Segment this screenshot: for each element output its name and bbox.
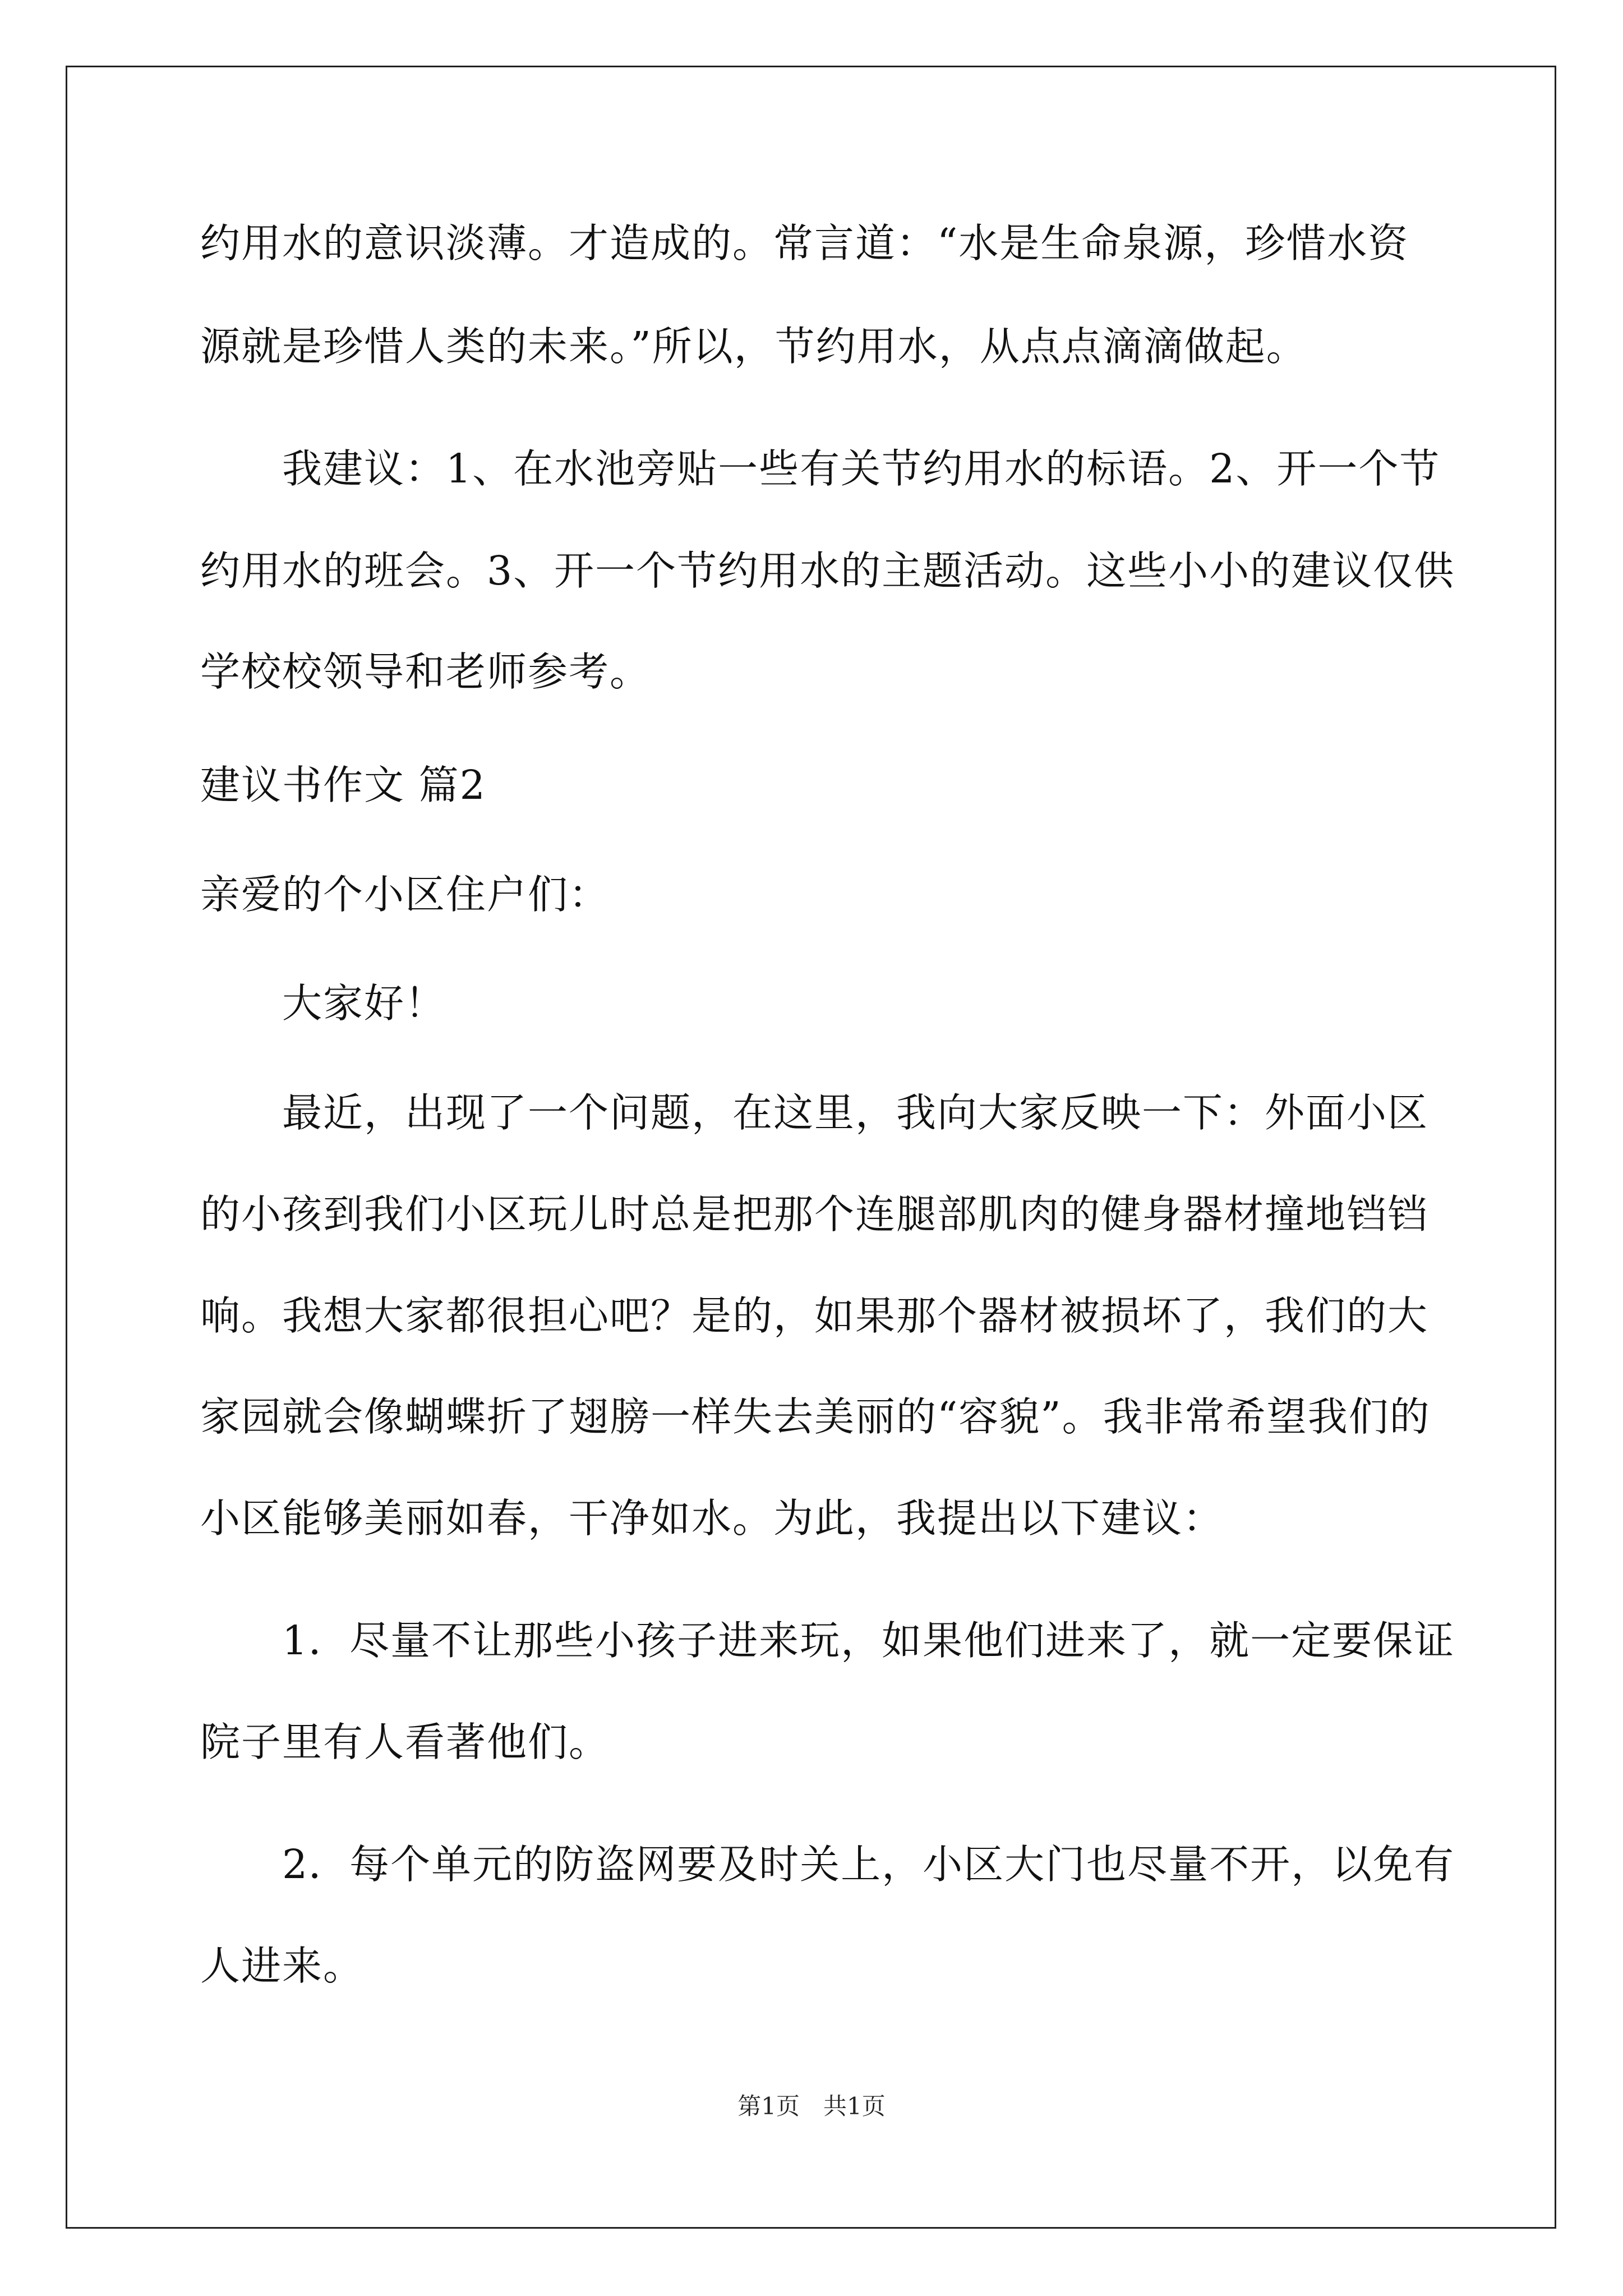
text-line: 源就是珍惜人类的未来。”所以，节约用水，从点点滴滴做起。 [200,323,1307,370]
text-line: 1．尽量不让那些小孩子进来玩，如果他们进来了，就一定要保证 [200,1617,1455,1664]
text-line: 约用水的班会。3、开一个节约用水的主题活动。这些小小的建议仅供 [200,547,1455,594]
text-line: 最近，出现了一个问题，在这里，我向大家反映一下：外面小区 [200,1089,1429,1136]
text-line: 人进来。 [200,1943,365,1989]
text-line: 的小孩到我们小区玩儿时总是把那个连腿部肌肉的健身器材撞地铛铛 [200,1191,1429,1237]
greeting: 大家好！ [200,980,446,1027]
page-number-footer: 第1页 共1页 [737,2092,886,2120]
text-line: 约用水的意识淡薄。才造成的。常言道：“水是生命泉源，珍惜水资 [200,220,1409,266]
text-line: 院子里有人看著他们。 [200,1719,610,1765]
text-line: 我建议：1、在水池旁贴一些有关节约用水的标语。2、开一个节 [200,445,1441,492]
text-line: 响。我想大家都很担心吧？是的，如果那个器材被损坏了，我们的大 [200,1292,1429,1339]
section-heading: 建议书作文 篇2 [200,762,486,808]
text-line: 小区能够美丽如春，干净如水。为此，我提出以下建议： [200,1495,1224,1542]
page-border [66,66,1556,2229]
salutation: 亲爱的个小区住户们： [200,871,610,918]
text-line: 2．每个单元的防盗网要及时关上，小区大门也尽量不开，以免有 [200,1841,1455,1888]
text-line: 家园就会像蝴蝶折了翅膀一样失去美丽的“容貌”。我非常希望我们的 [200,1393,1431,1440]
text-line: 学校校领导和老师参考。 [200,648,651,695]
